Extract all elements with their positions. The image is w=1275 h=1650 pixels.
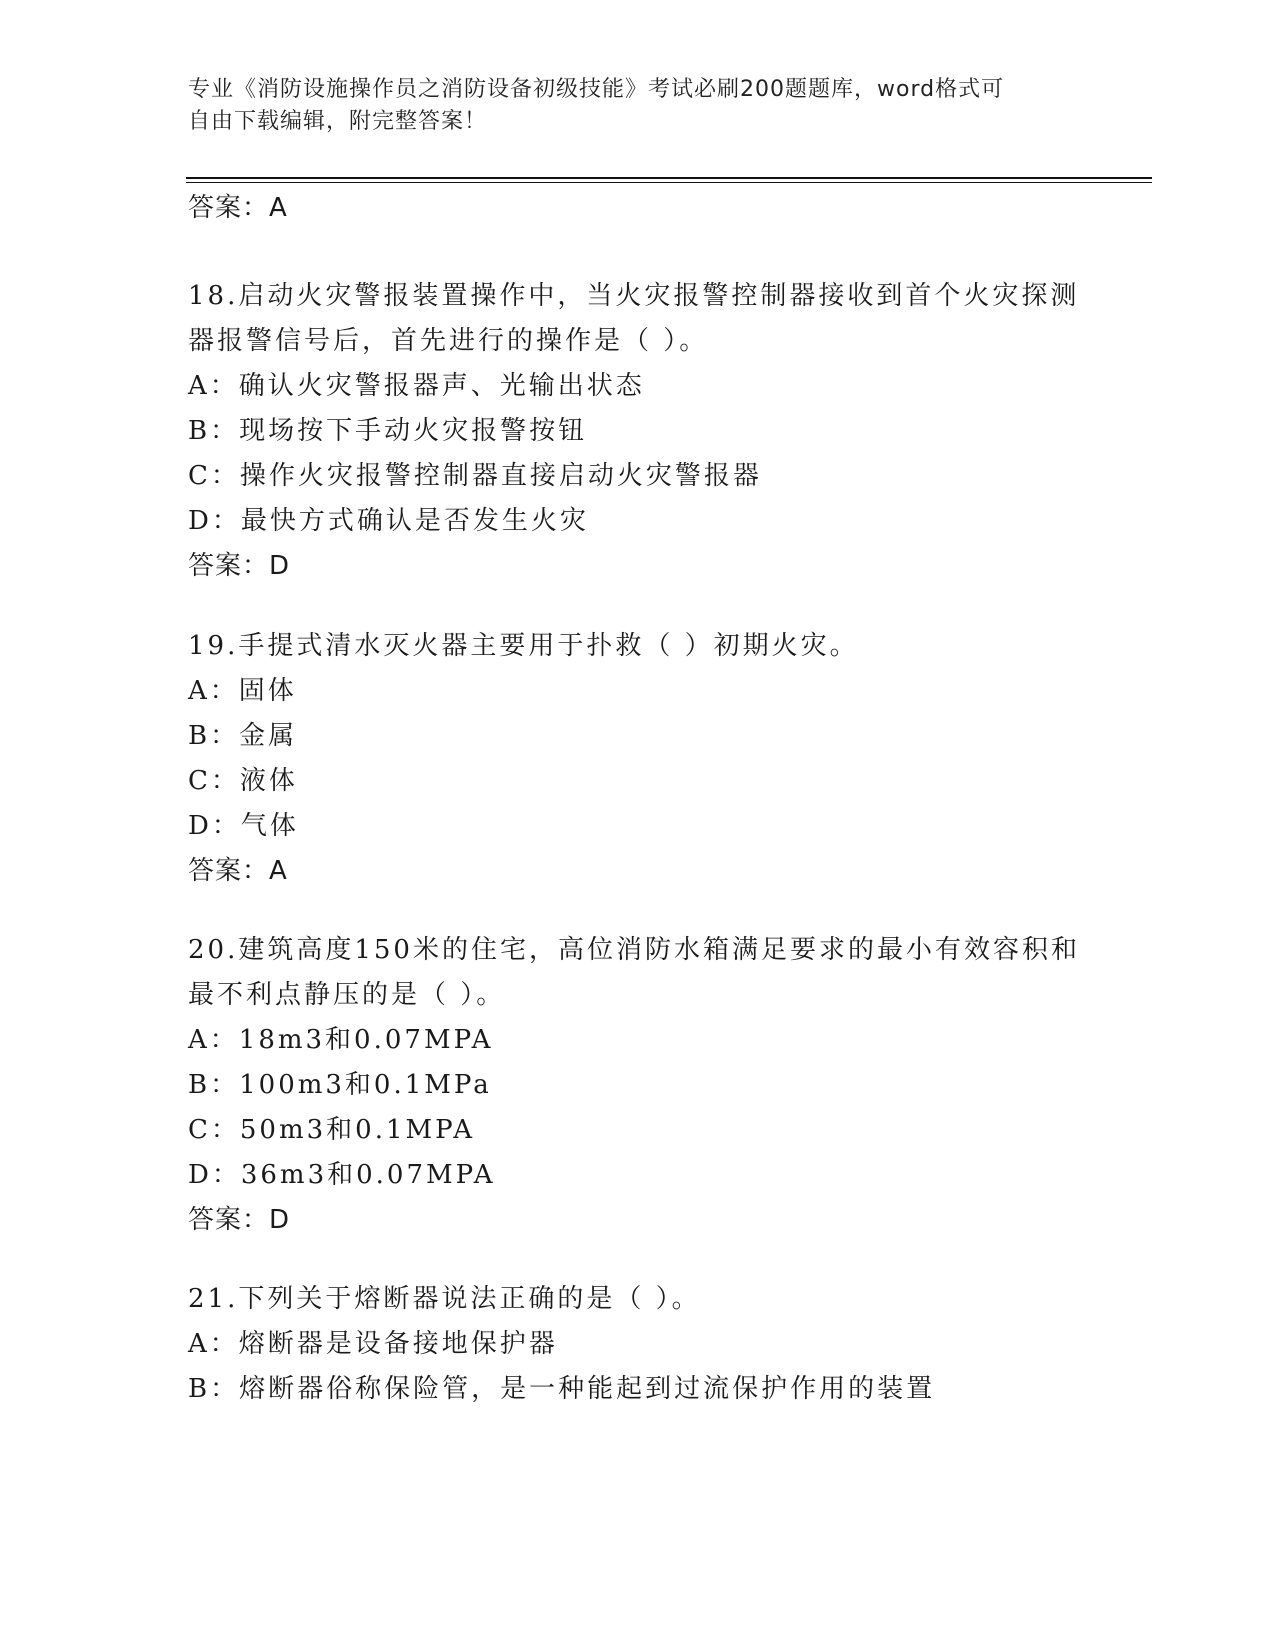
question-20 xyxy=(188,928,1088,1243)
option-b: B：熔断器俗称保险管，是一种能起到过流保护作用的装置 xyxy=(188,1374,936,1404)
document-header xyxy=(188,74,1088,138)
option-a: A：固体 xyxy=(188,676,297,706)
question-19 xyxy=(188,624,1088,894)
option-d: D：最快方式确认是否发生火灾 xyxy=(188,506,589,536)
header-line-2: 自由下载编辑，附完整答案！ xyxy=(188,109,488,134)
option-b: B：金属 xyxy=(188,721,298,751)
header-line-1: 专业《消防设施操作员之消防设备初级技能》考试必刷200题题库，word格式可 xyxy=(188,77,1005,102)
option-a: A：确认火灾警报器声、光输出状态 xyxy=(188,371,645,401)
question-stem-line: 20.建筑高度150米的住宅，高位消防水箱满足要求的最小有效容积和 xyxy=(188,935,1080,965)
option-d: D：气体 xyxy=(188,811,299,841)
option-c: C：液体 xyxy=(188,766,298,796)
question-stem-line: 器报警信号后，首先进行的操作是（ ）。 xyxy=(188,326,709,356)
answer-line: 答案：A xyxy=(188,856,288,886)
option-d: D：36m3和0.07MPA xyxy=(188,1160,496,1190)
question-18 xyxy=(188,274,1088,589)
option-c: C：50m3和0.1MPA xyxy=(188,1115,476,1145)
question-stem-line: 最不利点静压的是（ ）。 xyxy=(188,980,506,1010)
question-stem-line: 21.下列关于熔断器说法正确的是（ ）。 xyxy=(188,1284,701,1314)
question-stem-line: 18.启动火灾警报装置操作中，当火灾报警控制器接收到首个火灾探测 xyxy=(188,281,1080,311)
option-a: A：18m3和0.07MPA xyxy=(188,1025,494,1055)
header-divider-thick xyxy=(186,177,1152,179)
header-divider-thin xyxy=(186,182,1152,183)
question-21 xyxy=(188,1277,1088,1412)
answer-line: 答案：D xyxy=(188,1205,291,1235)
option-c: C：操作火灾报警控制器直接启动火灾警报器 xyxy=(188,461,762,491)
question-stem-line: 19.手提式清水灭火器主要用于扑救（ ）初期火灾。 xyxy=(188,631,859,661)
option-b: B：100m3和0.1MPa xyxy=(188,1070,492,1100)
option-b: B：现场按下手动火灾报警按钮 xyxy=(188,416,588,446)
answer-line: 答案：A xyxy=(188,193,288,223)
answer-line: 答案：D xyxy=(188,551,291,581)
option-a: A：熔断器是设备接地保护器 xyxy=(188,1329,558,1359)
previous-answer-block xyxy=(188,186,1088,231)
